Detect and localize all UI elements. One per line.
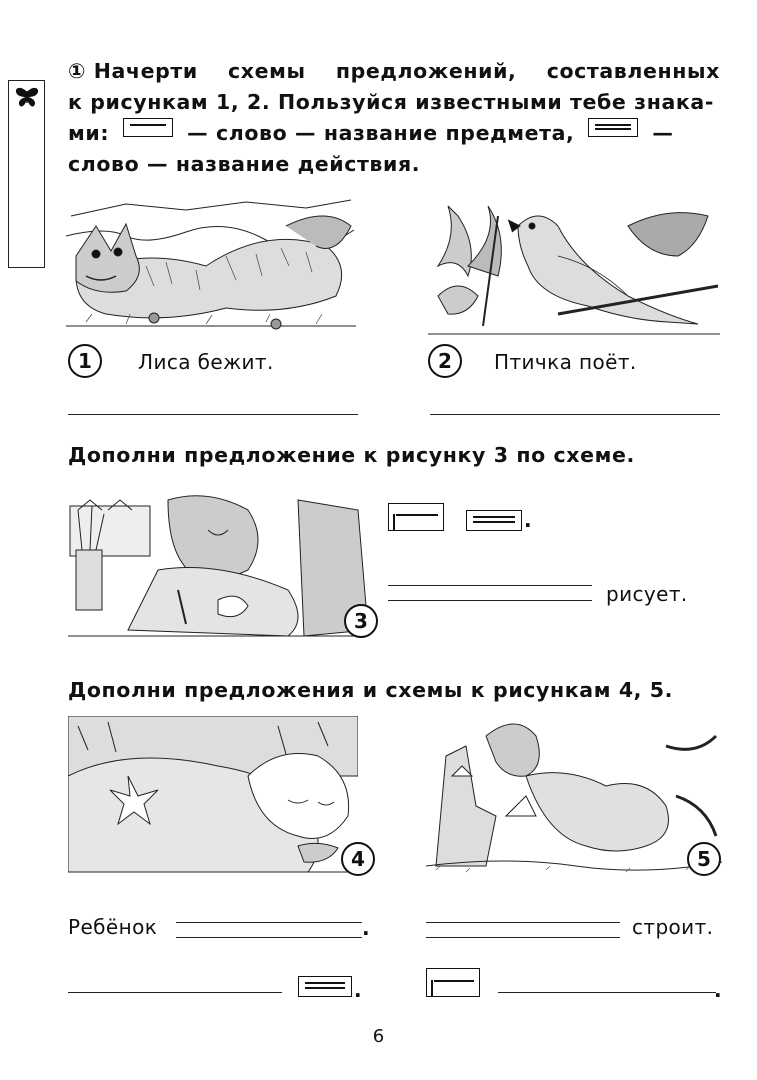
- schema-line-5[interactable]: [498, 992, 716, 993]
- drawing-child-illustration: [68, 490, 368, 640]
- schema-5-period: .: [714, 978, 722, 1002]
- schema-noun-icon: [123, 118, 173, 137]
- task1-line4: слово — название действия.: [68, 152, 421, 176]
- answer-line-1[interactable]: [68, 414, 358, 415]
- page-number: 6: [372, 1026, 385, 1047]
- task1-instruction: [68, 56, 720, 180]
- schema-predicate-box: [466, 510, 522, 531]
- schema-verb-icon: [588, 118, 638, 137]
- answer-line-4b[interactable]: [176, 937, 362, 938]
- answer-line-3b[interactable]: [388, 600, 592, 601]
- picture-number-4: 4: [341, 842, 375, 876]
- schema-subject-box: [388, 503, 444, 531]
- sentence-3-verb: рисует.: [606, 582, 688, 606]
- task1-line3: ми: — слово — название предмета, —: [68, 118, 720, 149]
- answer-line-2[interactable]: [430, 414, 720, 415]
- fox-illustration: [66, 196, 356, 334]
- answer-line-5a[interactable]: [426, 922, 620, 923]
- schema-predicate-4-box: [298, 976, 352, 997]
- task-number: ①: [68, 59, 86, 83]
- schema-line-4[interactable]: [68, 992, 282, 993]
- schema-subject-5-box: [426, 968, 480, 997]
- task1-line1: ① Начерти схемы предложений, составленных: [68, 59, 720, 83]
- picture-number-2: 2: [428, 344, 462, 378]
- answer-line-4a[interactable]: [176, 922, 362, 923]
- answer-line-3a[interactable]: [388, 585, 592, 586]
- bird-illustration: [428, 196, 720, 336]
- schema-4-period: .: [354, 978, 362, 1002]
- schema-period: .: [524, 508, 532, 532]
- picture-number-1: 1: [68, 344, 102, 378]
- answer-line-5b[interactable]: [426, 937, 620, 938]
- task1-line2: к рисункам 1, 2. Пользуйся известными тебе знака-: [68, 90, 714, 114]
- sentence-4-subject: Ребёнок: [68, 915, 158, 939]
- picture-number-3: 3: [344, 604, 378, 638]
- butterfly-icon: [14, 86, 40, 108]
- sentence-1: Лиса бежит.: [138, 350, 274, 374]
- sentence-2: Птичка поёт.: [494, 350, 637, 374]
- task3-heading: Дополни предложения и схемы к рисункам 4, 5.: [68, 678, 674, 702]
- sentence-4-period: .: [362, 916, 370, 940]
- task2-heading: Дополни предложение к рисунку 3 по схеме.: [68, 443, 635, 467]
- sentence-5-verb: строит.: [632, 915, 714, 939]
- side-tab: [8, 80, 45, 268]
- sandcastle-boy-illustration: [426, 716, 722, 876]
- picture-number-5: 5: [687, 842, 721, 876]
- sleeping-child-illustration: [68, 716, 358, 876]
